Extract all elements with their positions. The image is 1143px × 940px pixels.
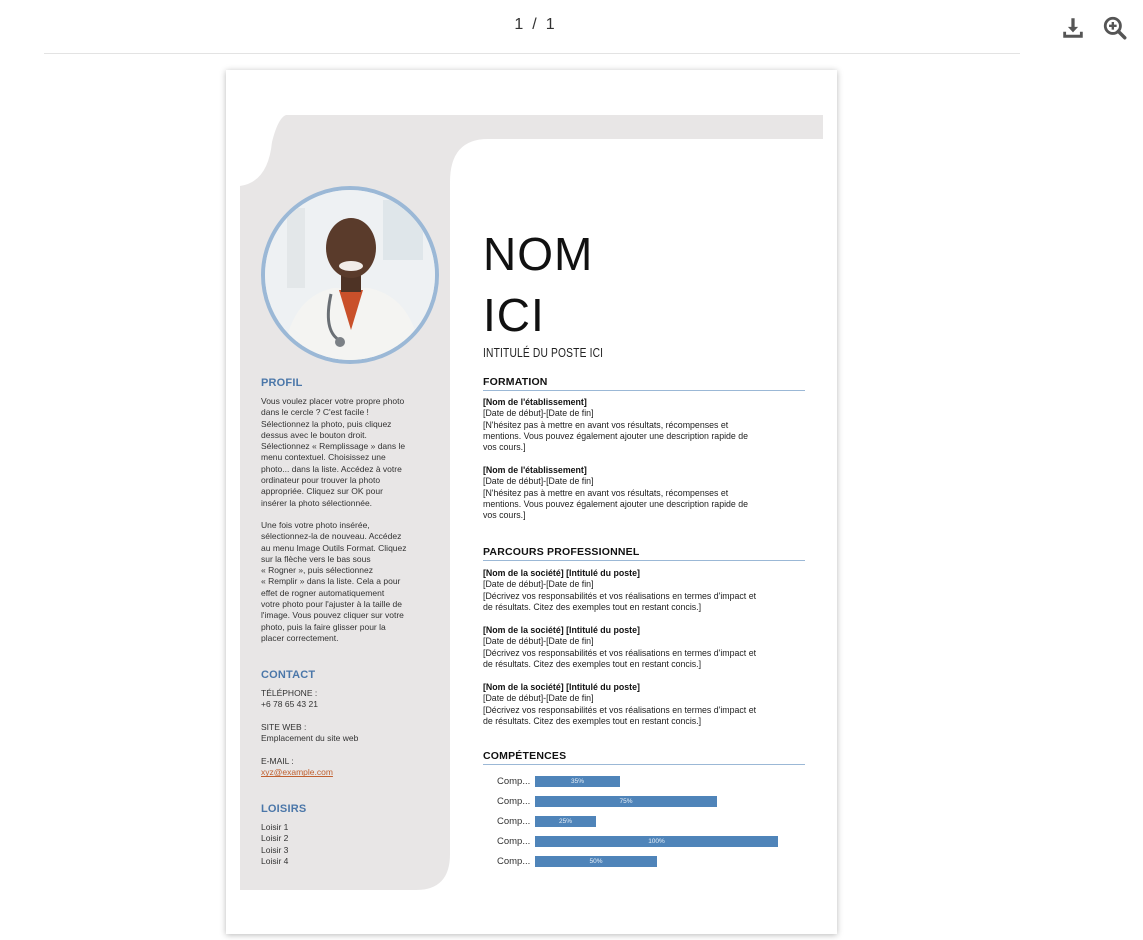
profile-line: ordinateur pour trouver la photo bbox=[261, 475, 381, 486]
entry-description: de résultats. Citez des exemples tout en restant concis.] bbox=[483, 658, 702, 669]
education-heading: FORMATION bbox=[483, 376, 805, 391]
skill-bar: 50% bbox=[535, 856, 657, 867]
document-page bbox=[226, 70, 837, 934]
download-button[interactable] bbox=[1059, 14, 1087, 42]
entry-description: mentions. Vous pouvez également ajouter une description rapide de bbox=[483, 498, 749, 509]
skills-heading: COMPÉTENCES bbox=[483, 750, 805, 765]
company-role: [Nom de la société] [Intitulé du poste] bbox=[483, 568, 640, 578]
hobby-item: Loisir 2 bbox=[261, 833, 289, 844]
experience-entry bbox=[483, 568, 805, 613]
entry-description: vos cours.] bbox=[483, 510, 526, 521]
experience-heading: PARCOURS PROFESSIONNEL bbox=[483, 546, 805, 561]
page-separator: / bbox=[532, 16, 538, 33]
profile-photo-image bbox=[265, 190, 435, 360]
profile-line: Sélectionnez « Remplissage » dans le bbox=[261, 441, 406, 452]
hobbies-heading: LOISIRS bbox=[261, 803, 307, 815]
skill-row bbox=[483, 856, 805, 868]
profile-text bbox=[261, 396, 439, 509]
entry-dates: [Date de début]-[Date de fin] bbox=[483, 579, 594, 590]
email-label: E-MAIL : bbox=[261, 756, 294, 766]
contact-email bbox=[261, 756, 439, 779]
zoom-in-button[interactable] bbox=[1101, 14, 1129, 42]
education-entry bbox=[483, 465, 805, 521]
contact-website bbox=[261, 722, 439, 745]
hobby-item: Loisir 4 bbox=[261, 855, 289, 866]
entry-description: [Décrivez vos responsabilités et vos réalisations en termes d'impact et bbox=[483, 704, 757, 715]
skill-bar: 25% bbox=[535, 816, 596, 827]
name-line-2: ICI bbox=[483, 289, 545, 341]
profile-line: effet de rogner automatiquement bbox=[261, 587, 385, 598]
profile-line: placer correctement. bbox=[261, 632, 339, 643]
profile-line: dessus avec le bouton droit. bbox=[261, 429, 367, 440]
phone-label: TÉLÉPHONE : bbox=[261, 688, 318, 698]
phone-value: +6 78 65 43 21 bbox=[261, 699, 318, 710]
entry-description: [Décrivez vos responsabilités et vos réalisations en termes d'impact et bbox=[483, 590, 757, 601]
zoom-in-icon bbox=[1102, 15, 1128, 41]
profile-text-2 bbox=[261, 520, 439, 644]
profile-line: Sélectionnez la photo, puis cliquez bbox=[261, 418, 392, 429]
profile-line: insérer la photo sélectionnée. bbox=[261, 497, 373, 508]
contact-heading: CONTACT bbox=[261, 669, 316, 681]
skill-row bbox=[483, 816, 805, 828]
skill-track bbox=[535, 836, 778, 847]
entry-dates: [Date de début]-[Date de fin] bbox=[483, 476, 594, 487]
skill-row bbox=[483, 836, 805, 848]
profile-line: menu contextuel. Choisissez une bbox=[261, 452, 386, 463]
hobbies-list bbox=[261, 822, 439, 867]
skill-track bbox=[535, 796, 778, 807]
profile-line: « Remplir » dans la liste. Cela a pour bbox=[261, 576, 401, 587]
skill-label: Comp... bbox=[497, 816, 531, 827]
company-role: [Nom de la société] [Intitulé du poste] bbox=[483, 625, 640, 635]
entry-dates: [Date de début]-[Date de fin] bbox=[483, 636, 594, 647]
entry-description: vos cours.] bbox=[483, 442, 526, 453]
skill-track bbox=[535, 856, 778, 867]
download-icon bbox=[1060, 15, 1086, 41]
profile-line: photo... dans la liste. Accédez à votre bbox=[261, 463, 402, 474]
current-page-number: 1 bbox=[514, 16, 525, 33]
profile-heading: PROFIL bbox=[261, 377, 303, 389]
email-link[interactable]: xyz@example.com bbox=[261, 767, 333, 778]
hobby-item: Loisir 3 bbox=[261, 844, 289, 855]
profile-line: Vous voulez placer votre propre photo bbox=[261, 396, 405, 406]
experience-entry bbox=[483, 682, 805, 727]
skill-track bbox=[535, 776, 778, 787]
skill-bar: 35% bbox=[535, 776, 620, 787]
profile-line: appropriée. Cliquez sur OK pour bbox=[261, 486, 383, 497]
entry-dates: [Date de début]-[Date de fin] bbox=[483, 693, 594, 704]
job-title: INTITULÉ DU POSTE ICI bbox=[483, 346, 604, 360]
entry-dates: [Date de début]-[Date de fin] bbox=[483, 408, 594, 419]
entry-description: [Décrivez vos responsabilités et vos réalisations en termes d'impact et bbox=[483, 647, 757, 658]
name-line-1: NOM bbox=[483, 228, 594, 280]
profile-line: photo, puis la faire glisser pour la bbox=[261, 621, 386, 632]
institution-name: [Nom de l'établissement] bbox=[483, 397, 587, 407]
profile-line: l'image. Vous pouvez cliquer sur votre bbox=[261, 610, 404, 621]
skill-bar: 100% bbox=[535, 836, 778, 847]
profile-line: dans le cercle ? C'est facile ! bbox=[261, 407, 369, 418]
experience-entry bbox=[483, 625, 805, 670]
entry-description: de résultats. Citez des exemples tout en restant concis.] bbox=[483, 715, 702, 726]
profile-line: sur la flèche vers le bas sous bbox=[261, 553, 371, 564]
education-entry bbox=[483, 397, 805, 453]
skill-row bbox=[483, 796, 805, 808]
skill-row bbox=[483, 776, 805, 788]
institution-name: [Nom de l'établissement] bbox=[483, 465, 587, 475]
pdf-viewer-toolbar bbox=[0, 0, 1143, 54]
skill-label: Comp... bbox=[497, 776, 531, 787]
total-pages: 1 bbox=[545, 16, 556, 33]
profile-line: Une fois votre photo insérée, bbox=[261, 520, 370, 530]
skill-track bbox=[535, 816, 778, 827]
skill-label: Comp... bbox=[497, 836, 531, 847]
toolbar-divider bbox=[44, 53, 1020, 54]
skill-bar: 75% bbox=[535, 796, 717, 807]
entry-description: [N'hésitez pas à mettre en avant vos résultats, récompenses et bbox=[483, 419, 729, 430]
company-role: [Nom de la société] [Intitulé du poste] bbox=[483, 682, 640, 692]
profile-line: « Rogner », puis sélectionnez bbox=[261, 565, 373, 576]
website-label: SITE WEB : bbox=[261, 722, 307, 732]
contact-phone bbox=[261, 688, 439, 711]
skill-label: Comp... bbox=[497, 796, 531, 807]
hobby-item: Loisir 1 bbox=[261, 822, 289, 832]
profile-line: votre photo pour l'ajuster à la taille de bbox=[261, 599, 403, 610]
skill-label: Comp... bbox=[497, 856, 531, 867]
page-counter bbox=[490, 16, 580, 34]
website-value: Emplacement du site web bbox=[261, 733, 359, 744]
entry-description: mentions. Vous pouvez également ajouter une description rapide de bbox=[483, 430, 749, 441]
entry-description: [N'hésitez pas à mettre en avant vos résultats, récompenses et bbox=[483, 487, 729, 498]
profile-photo[interactable] bbox=[261, 186, 439, 364]
profile-line: sélectionnez-la de nouveau. Accédez bbox=[261, 531, 402, 542]
profile-line: au menu Image Outils Format. Cliquez bbox=[261, 542, 407, 553]
entry-description: de résultats. Citez des exemples tout en restant concis.] bbox=[483, 601, 702, 612]
